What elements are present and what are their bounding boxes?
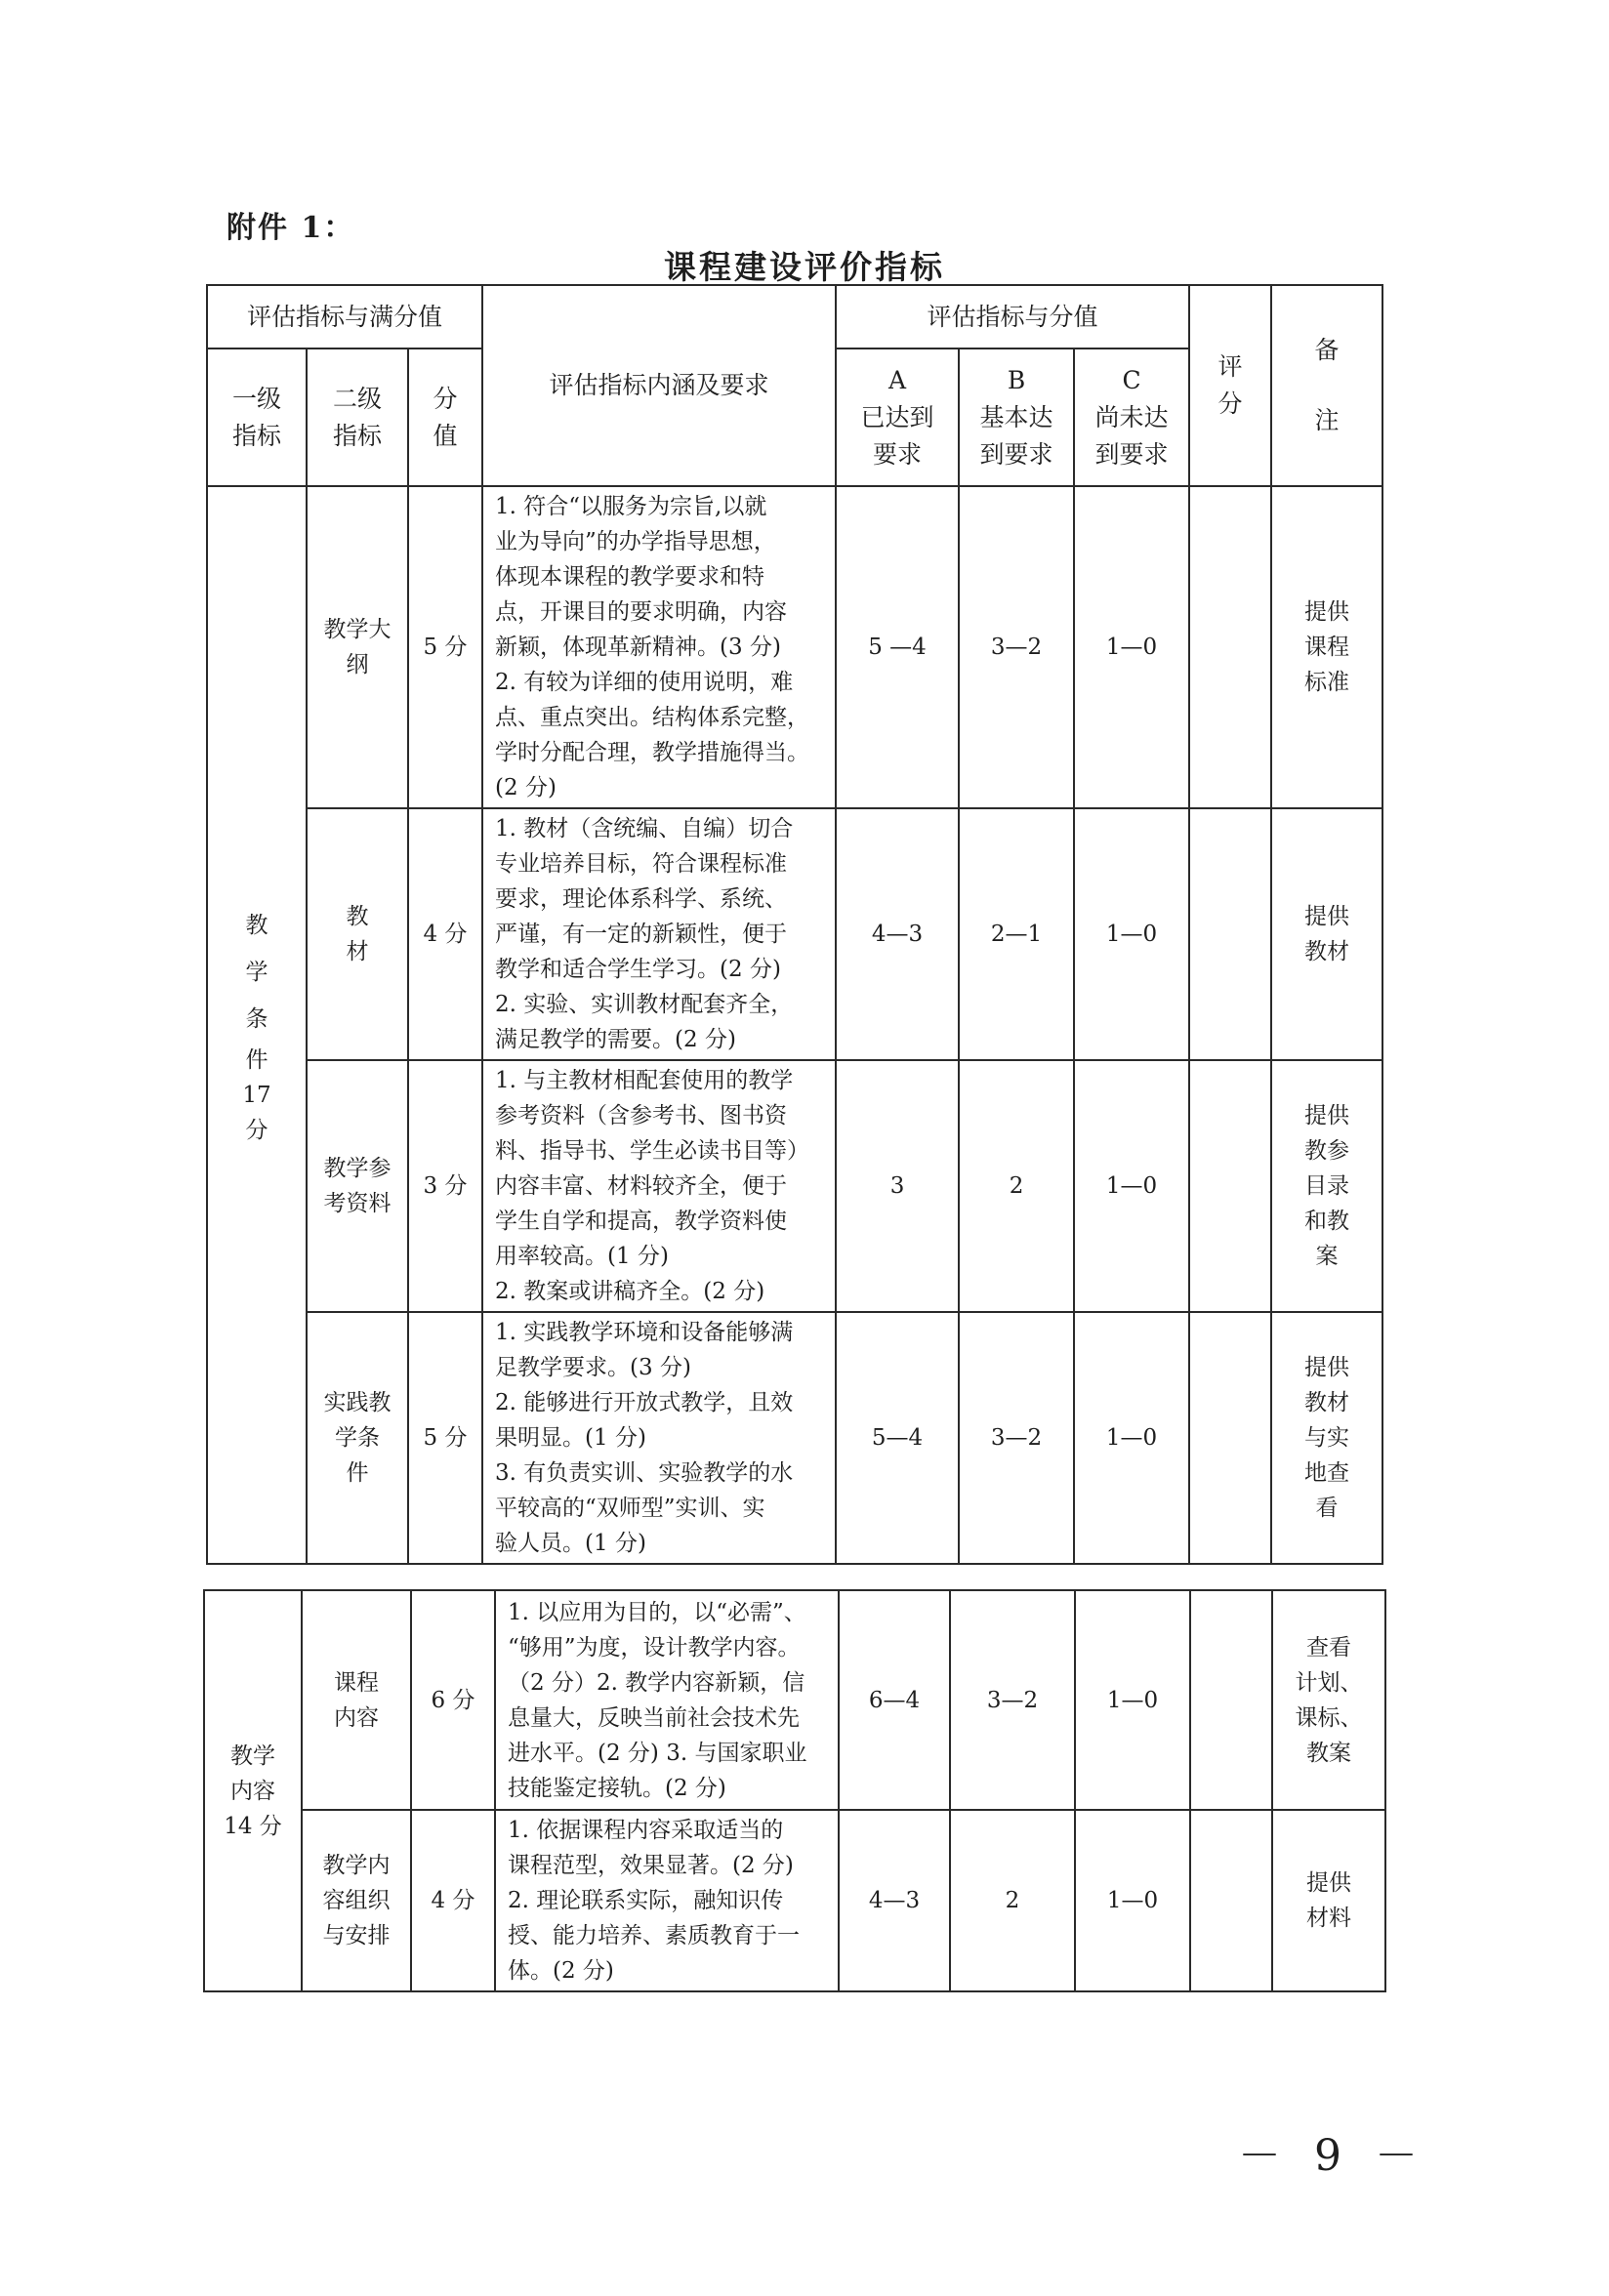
grade-b-cell: 2—1 xyxy=(959,808,1074,1060)
requirements-cell xyxy=(495,1810,839,1991)
grade-a-cell: 4—3 xyxy=(836,808,959,1060)
remark-line: 提供 xyxy=(1304,904,1350,929)
requirement-line: 体现本课程的教学要求和特 xyxy=(495,564,765,590)
level1-line: 教学 xyxy=(230,1742,275,1769)
level2-name-line: 内容 xyxy=(334,1704,379,1731)
header-level2-line: 指标 xyxy=(332,421,382,450)
header-remark-line: 备 xyxy=(1314,336,1340,364)
grade-c-cell: 1—0 xyxy=(1074,808,1189,1060)
requirement-line: 2. 理论联系实际，融知识传 xyxy=(508,1888,784,1913)
header-grade-a-line: 已达到 xyxy=(860,402,934,431)
level2-name xyxy=(307,486,408,808)
remark-cell xyxy=(1272,1810,1385,1991)
score-cell[interactable] xyxy=(1189,808,1271,1060)
remark-line: 目录 xyxy=(1304,1173,1350,1199)
grade-a-cell: 5 —4 xyxy=(836,486,959,808)
requirement-line: 1. 以应用为目的，以“必需”、 xyxy=(508,1599,806,1625)
remark-line: 看 xyxy=(1315,1496,1339,1521)
level1-line: 14 分 xyxy=(224,1813,282,1839)
requirement-line: 严谨，有一定的新颖性，便于 xyxy=(495,922,788,947)
requirement-line: 3. 有负责实训、实验教学的水 xyxy=(495,1460,794,1486)
remark-cell xyxy=(1272,1590,1385,1810)
header-index-and-score-label: 评估指标与分值 xyxy=(927,302,1098,331)
header-grade-c-line: 到要求 xyxy=(1094,439,1169,469)
header-grade-a-line: A xyxy=(888,365,907,394)
header-grade-b-line: 基本达 xyxy=(979,402,1053,431)
page-number: － 9 － xyxy=(1238,2131,1427,2181)
remark-line: 案 xyxy=(1315,1244,1339,1269)
requirements-cell xyxy=(482,486,836,808)
requirement-line: 1. 符合“以服务为宗旨,以就 xyxy=(495,494,767,519)
score-cell[interactable] xyxy=(1190,1590,1272,1810)
remark-line: 提供 xyxy=(1304,599,1350,625)
requirement-line: 用率较高。(1 分) xyxy=(495,1244,669,1269)
requirement-line: 果明显。(1 分) xyxy=(495,1425,646,1451)
remark-line: 与实 xyxy=(1304,1425,1350,1451)
requirement-line: 参考资料（含参考书、图书资 xyxy=(495,1103,788,1128)
points-cell: 5 分 xyxy=(408,486,482,808)
level1-line: 学 xyxy=(245,960,268,985)
remark-line: 提供 xyxy=(1306,1870,1351,1896)
header-grade-b xyxy=(959,348,1074,486)
score-cell[interactable] xyxy=(1189,486,1271,808)
remark-line: 计划、 xyxy=(1295,1669,1363,1696)
requirement-line: 息量大，反映当前社会技术先 xyxy=(508,1704,800,1731)
points-cell: 3 分 xyxy=(408,1060,482,1312)
remark-cell xyxy=(1271,808,1382,1060)
points-cell: 5 分 xyxy=(408,1312,482,1564)
header-grade-b-line: 到要求 xyxy=(979,439,1053,469)
requirement-line: （2 分）2. 教学内容新颖，信 xyxy=(508,1669,805,1696)
level1-line: 17 xyxy=(242,1083,271,1108)
requirement-line: “够用”为度，设计教学内容。 xyxy=(508,1634,801,1660)
level2-name-line: 纲 xyxy=(346,652,369,677)
remark-line: 提供 xyxy=(1304,1103,1350,1128)
grade-c-cell: 1—0 xyxy=(1074,1312,1189,1564)
points-cell: 6 分 xyxy=(411,1590,495,1810)
requirement-line: 专业培养目标，符合课程标准 xyxy=(495,851,788,877)
remark-cell xyxy=(1271,1060,1382,1312)
header-level1-line: 一级 xyxy=(231,384,281,413)
header-level1-line: 指标 xyxy=(231,421,281,450)
grade-b-cell: 3—2 xyxy=(950,1590,1075,1810)
header-points-line: 分 xyxy=(433,384,458,413)
requirement-line: 料、指导书、学生必读书目等） xyxy=(495,1138,810,1164)
level2-name-line: 容组织 xyxy=(322,1888,391,1913)
requirement-line: 进水平。(2 分) 3. 与国家职业 xyxy=(508,1740,807,1766)
points-cell: 4 分 xyxy=(408,808,482,1060)
header-level2 xyxy=(307,348,408,486)
evaluation-table-content xyxy=(203,1589,1386,1992)
requirement-line: 新颖，体现革新精神。(3 分) xyxy=(495,635,781,660)
level2-name xyxy=(302,1810,411,1991)
level1-line: 分 xyxy=(245,1118,268,1143)
header-grade-c-line: 尚未达 xyxy=(1094,402,1169,431)
requirement-line: 1. 实践教学环境和设备能够满 xyxy=(495,1320,794,1345)
header-level2-line: 二级 xyxy=(332,384,382,413)
requirement-line: 授、能力培养、素质教育于一 xyxy=(508,1923,800,1948)
header-score-line: 分 xyxy=(1217,390,1243,418)
header-points-line: 值 xyxy=(433,421,458,450)
requirement-line: 要求，理论体系科学、系统、 xyxy=(495,886,788,912)
grade-b-cell: 3—2 xyxy=(959,486,1074,808)
level1-line: 条 xyxy=(245,1006,268,1032)
requirement-line: 2. 有较为详细的使用说明，难 xyxy=(495,670,794,695)
requirement-line: 满足教学的需要。(2 分) xyxy=(495,1027,736,1052)
requirement-line: (2 分) xyxy=(495,775,557,800)
remark-line: 提供 xyxy=(1304,1355,1350,1380)
header-grade-a xyxy=(836,348,959,486)
grade-a-cell: 6—4 xyxy=(839,1590,950,1810)
header-grade-b-line: B xyxy=(1007,365,1026,394)
requirement-line: 1. 与主教材相配套使用的教学 xyxy=(495,1068,794,1093)
header-score-line: 评 xyxy=(1217,352,1243,381)
requirement-line: 足教学要求。(3 分) xyxy=(495,1355,691,1380)
level2-name xyxy=(307,808,408,1060)
header-index-and-score xyxy=(836,285,1189,348)
remark-line: 教材 xyxy=(1304,939,1350,964)
remark-line: 教参 xyxy=(1304,1138,1350,1164)
level2-name-line: 教学参 xyxy=(323,1156,392,1181)
attachment-label: 附件 1： xyxy=(227,211,355,245)
requirement-line: 验人员。(1 分) xyxy=(495,1531,646,1556)
level2-name-line: 课程 xyxy=(334,1669,379,1696)
level2-name-line: 教学内 xyxy=(322,1853,391,1878)
remark-line: 地查 xyxy=(1304,1460,1350,1486)
remark-line: 教案 xyxy=(1306,1740,1351,1766)
document-title: 课程建设评价指标 xyxy=(664,248,945,286)
level1-line: 教 xyxy=(245,913,268,938)
level2-name xyxy=(307,1060,408,1312)
requirement-line: 平较高的“双师型”实训、实 xyxy=(495,1496,765,1521)
remark-line: 查看 xyxy=(1306,1634,1351,1660)
header-remark-line: 注 xyxy=(1314,406,1340,434)
points-cell: 4 分 xyxy=(411,1810,495,1991)
grade-a-cell: 3 xyxy=(836,1060,959,1312)
requirement-line: 内容丰富、材料较齐全，便于 xyxy=(495,1173,788,1199)
remark-line: 和教 xyxy=(1304,1209,1350,1234)
level2-name-line: 实践教 xyxy=(323,1390,392,1415)
grade-a-cell: 5—4 xyxy=(836,1312,959,1564)
remark-cell xyxy=(1271,1312,1382,1564)
header-grade-c xyxy=(1074,348,1189,486)
level2-name-line: 教 xyxy=(346,904,369,929)
remark-line: 课程 xyxy=(1304,635,1350,660)
requirement-line: 技能鉴定接轨。(2 分) xyxy=(508,1775,726,1801)
remark-line: 教材 xyxy=(1304,1390,1350,1415)
header-level1 xyxy=(207,348,307,486)
requirement-line: 课程范型，效果显著。(2 分) xyxy=(508,1853,794,1878)
grade-b-cell: 3—2 xyxy=(959,1312,1074,1564)
header-requirements: 评估指标内涵及要求 xyxy=(482,285,836,486)
requirement-line: 体。(2 分) xyxy=(508,1958,614,1984)
level1-line: 内容 xyxy=(230,1778,275,1804)
score-cell[interactable] xyxy=(1190,1810,1272,1991)
header-points xyxy=(408,348,482,486)
score-cell[interactable] xyxy=(1189,1060,1271,1312)
level2-name-line: 与安排 xyxy=(322,1923,391,1948)
remark-cell xyxy=(1271,486,1382,808)
grade-b-cell: 2 xyxy=(950,1810,1075,1991)
grade-a-cell: 4—3 xyxy=(839,1810,950,1991)
header-grade-c-line: C xyxy=(1122,365,1141,394)
requirements-cell xyxy=(482,1060,836,1312)
level1-teaching-content xyxy=(204,1590,302,1991)
score-cell[interactable] xyxy=(1189,1312,1271,1564)
requirement-line: 1. 依据课程内容采取适当的 xyxy=(508,1818,784,1843)
requirements-cell xyxy=(482,1312,836,1564)
requirement-line: 业为导向”的办学指导思想， xyxy=(495,529,776,554)
level2-name xyxy=(307,1312,408,1564)
level2-name-line: 件 xyxy=(346,1460,369,1486)
header-remark xyxy=(1271,285,1382,486)
level1-teaching-conditions xyxy=(207,486,307,1564)
level2-name xyxy=(302,1590,411,1810)
requirements-cell xyxy=(495,1590,839,1810)
header-index-and-full: 评估指标与满分值 xyxy=(207,285,482,348)
header-grade-a-line: 要求 xyxy=(873,439,923,469)
requirement-line: 点，开课目的要求明确，内容 xyxy=(495,599,788,625)
grade-c-cell: 1—0 xyxy=(1074,486,1189,808)
grade-c-cell: 1—0 xyxy=(1075,1810,1190,1991)
requirement-line: 2. 教案或讲稿齐全。(2 分) xyxy=(495,1279,765,1304)
level2-name-line: 考资料 xyxy=(323,1191,392,1216)
evaluation-table-conditions xyxy=(206,284,1383,1565)
requirement-line: 学时分配合理，教学措施得当。 xyxy=(495,740,810,765)
level1-line: 件 xyxy=(245,1047,268,1073)
level2-name-line: 教学大 xyxy=(323,617,392,642)
requirement-line: 1. 教材（含统编、自编）切合 xyxy=(495,816,794,841)
requirements-cell xyxy=(482,808,836,1060)
grade-c-cell: 1—0 xyxy=(1075,1590,1190,1810)
requirement-line: 2. 实验、实训教材配套齐全， xyxy=(495,992,794,1017)
requirement-line: 点、重点突出。结构体系完整， xyxy=(495,705,810,730)
header-score xyxy=(1189,285,1271,486)
grade-b-cell: 2 xyxy=(959,1060,1074,1312)
grade-c-cell: 1—0 xyxy=(1074,1060,1189,1312)
requirement-line: 2. 能够进行开放式教学，且效 xyxy=(495,1390,794,1415)
remark-line: 材料 xyxy=(1306,1906,1351,1931)
remark-line: 课标、 xyxy=(1295,1704,1363,1731)
requirement-line: 教学和适合学生学习。(2 分) xyxy=(495,957,781,982)
level2-name-line: 学条 xyxy=(335,1425,380,1451)
remark-line: 标准 xyxy=(1304,670,1350,695)
level2-name-line: 材 xyxy=(346,939,369,964)
requirement-line: 学生自学和提高，教学资料使 xyxy=(495,1209,788,1234)
